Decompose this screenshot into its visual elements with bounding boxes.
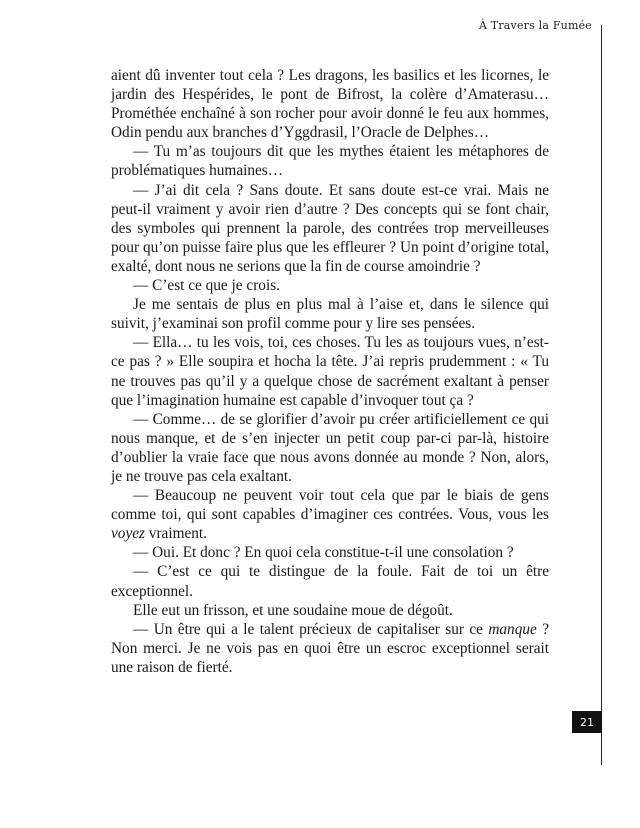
body-text — [111, 66, 549, 677]
paragraph — [111, 620, 549, 677]
paragraph: — C’est ce qui te distingue de la foule. Fait de toi un être exceptionnel. — [111, 563, 549, 600]
emphasis: manque — [488, 620, 537, 638]
emphasis: voyez — [111, 525, 145, 543]
paragraph-text: vraiment. — [144, 525, 208, 543]
paragraph: Elle eut un frisson, et une soudaine moue de dégoût. — [133, 601, 453, 619]
paragraph: Je me sentais de plus en plus mal à l’aise et, dans le silence qui suivit, j’examinai son profil comme pour y lire ses pensées. — [111, 296, 549, 333]
margin-rule — [601, 25, 602, 765]
paragraph-text: — Beaucoup ne peuvent voir tout cela que par le biais de gens comme toi, qui sont capables d’imaginer ces contrées. Vous, vous les — [111, 487, 549, 524]
paragraph-continuation: aient dû inventer tout cela ? Les dragons, les basilics et les licornes, le jardin des Hespérides, le pont de Bifrost, la colère d’Amaterasu… Prométhée enchaîné à son rocher pour avoir donné le feu aux hommes, Odin pendu aux branches d’Yggdrasil, l’Oracle de Delphes… — [111, 67, 549, 142]
paragraph: — Oui. Et donc ? En quoi cela constitue-t-il une consolation ? — [133, 544, 514, 562]
paragraph — [111, 486, 549, 543]
paragraph: — Ella… tu les vois, toi, ces choses. Tu les as toujours vues, n’est-ce pas ? » Elle soupira et hocha la tête. J’ai repris prudemment : « Tu ne trouves pas qu’il y a quelque chose de sacrément exaltant à penser que l’imagination humaine est capable d’invoquer tout ça ? — [111, 334, 549, 409]
paragraph: — Comme… de se glorifier d’avoir pu créer artificiellement ce qui nous manque, et de s’en injecter un petit coup par-ci par-là, histoire d’oublier la vraie face que nous avons donnée au monde ? Non, alors, je ne trouve pas cela exaltant. — [111, 410, 549, 485]
paragraph: — Tu m’as toujours dit que les mythes étaient les métaphores de problématiques humaines… — [111, 143, 549, 180]
paragraph-text: — Un être qui a le talent précieux de capitaliser sur ce — [133, 620, 489, 638]
page-number: 21 — [572, 711, 602, 733]
paragraph: — J’ai dit cela ? Sans doute. Et sans doute est-ce vrai. Mais ne peut-il vraiment y avoir rien d’autre ? Des concepts qui se font chair, des symboles qui prennent la parole, des contrées trop merveilleuses pour qu’on puisse faire plus que les effleurer ? Un point d’origine total, exalté, dont nous ne serions que la fin de course amoindrie ? — [111, 181, 549, 275]
running-header-title: À Travers la Fumée — [478, 19, 592, 32]
paragraph-text: ? Non merci. Je ne vois pas en quoi être un escroc exceptionnel serait une raison de fierté. — [111, 620, 549, 676]
paragraph: — C’est ce que je crois. — [133, 277, 280, 295]
